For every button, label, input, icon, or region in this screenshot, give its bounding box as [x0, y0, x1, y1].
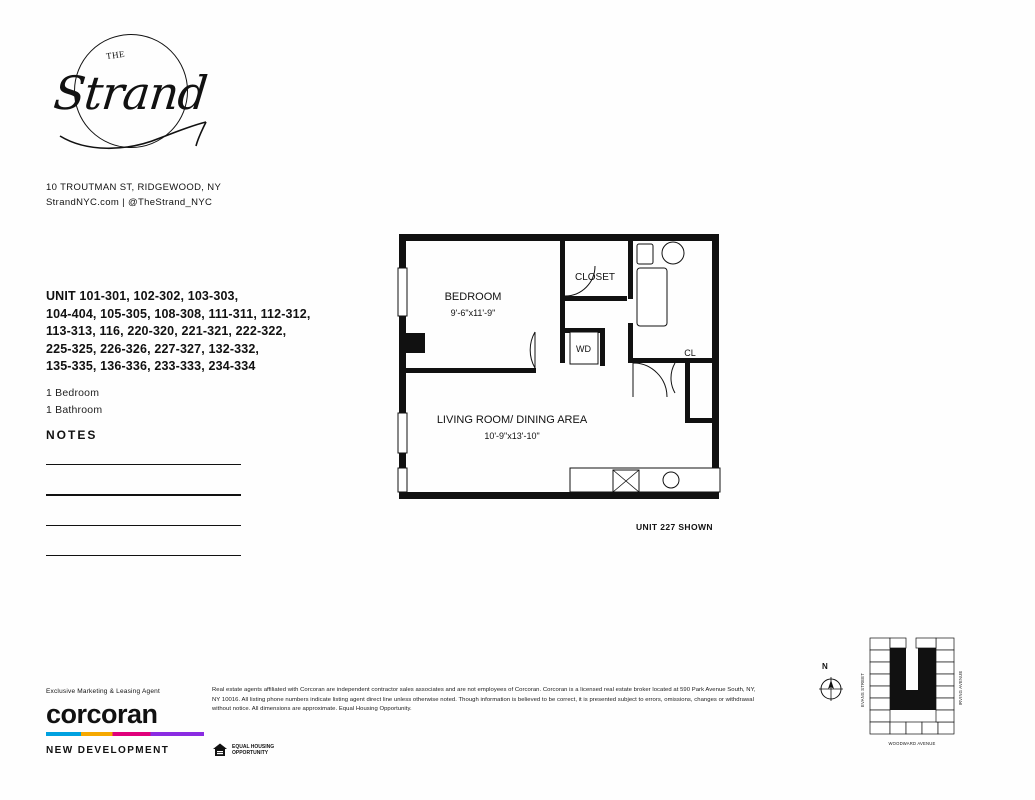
- keyplan-street-right: IRVING AVENUE: [958, 670, 963, 706]
- key-plan: [812, 630, 1002, 755]
- notes-write-line[interactable]: [46, 525, 241, 526]
- room-label-wd: WD: [576, 344, 591, 354]
- equal-housing-icon: [212, 742, 228, 758]
- strand-logo-mark: [46, 22, 210, 172]
- notes-write-line[interactable]: [46, 494, 241, 495]
- corcoran-color-bar: [46, 732, 204, 736]
- fair-housing-block: [212, 742, 274, 758]
- notes-write-line[interactable]: [46, 555, 241, 556]
- brand-address-line2: StrandNYC.com | @TheStrand_NYC: [46, 197, 213, 208]
- room-label-closet: CLOSET: [575, 272, 616, 283]
- corcoran-wordmark: corcoran: [46, 699, 158, 729]
- notes-block: [46, 428, 241, 585]
- notes-write-line[interactable]: [46, 464, 241, 465]
- corcoran-branding: [46, 688, 206, 756]
- unit-list-block: [46, 288, 366, 419]
- unit-bathrooms: 1 Bathroom: [46, 403, 103, 416]
- unit-line: UNIT 101-301, 102-302, 103-303,: [46, 289, 239, 303]
- unit-line: 113-313, 116, 220-320, 221-321, 222-322,: [46, 324, 287, 338]
- logo-swoosh-icon: [56, 118, 236, 154]
- logo-script-text: Strand: [51, 66, 210, 120]
- floor-plan-drawing: [385, 228, 730, 513]
- plan-caption: UNIT 227 SHOWN: [636, 522, 713, 532]
- notes-lines: [46, 464, 241, 556]
- unit-line: 135-335, 136-336, 233-333, 234-334: [46, 359, 256, 373]
- room-dim-bedroom: 9'-6"x11'-9": [450, 308, 496, 318]
- fair-housing-line1: EQUAL HOUSING: [232, 744, 275, 750]
- notes-title: NOTES: [46, 428, 98, 442]
- compass-north-label: N: [822, 662, 828, 671]
- unit-line: 225-325, 226-326, 227-327, 132-332,: [46, 341, 260, 356]
- keyplan-street-bottom: WOODWARD AVENUE: [888, 741, 936, 746]
- brand-address: [46, 180, 221, 210]
- keyplan-street-left: EVANS STREET: [860, 673, 865, 707]
- brand-address-line1: 10 TROUTMAN ST, RIDGEWOOD, NY: [46, 182, 222, 193]
- room-label-bedroom: BEDROOM: [444, 291, 502, 303]
- exclusive-agent-text: Exclusive Marketing & Leasing Agent: [46, 688, 160, 695]
- room-label-living: LIVING ROOM/ DINING AREA: [436, 414, 588, 426]
- room-dim-living: 10'-9"x13'-10": [484, 431, 540, 441]
- brand-logo-block: [46, 22, 306, 208]
- logo-the-text: THE: [105, 48, 126, 62]
- unit-line: 104-404, 105-305, 108-308, 111-311, 112-312,: [46, 306, 311, 321]
- legal-disclaimer: Real estate agents affiliated with Corcoran are independent contractor sales associates and are not employees of Corcoran. Corcoran is a licensed real estate broker located at 590 Park Avenue South, NY, NY 10016. All listing phone numbers indicate listing agent direct line unless otherwise noted. Though information is believed to be correct, it is presented subject to errors, omissions, changes or withdrawal without notice. All dimensions are approximate. Equal Housing Opportunity.: [212, 687, 756, 713]
- room-label-cl: CL: [684, 348, 696, 358]
- corcoran-new-development: NEW DEVELOPMENT: [46, 744, 170, 756]
- fair-housing-line2: OPPORTUNITY: [232, 750, 269, 756]
- unit-bedrooms: 1 Bedroom: [46, 386, 100, 399]
